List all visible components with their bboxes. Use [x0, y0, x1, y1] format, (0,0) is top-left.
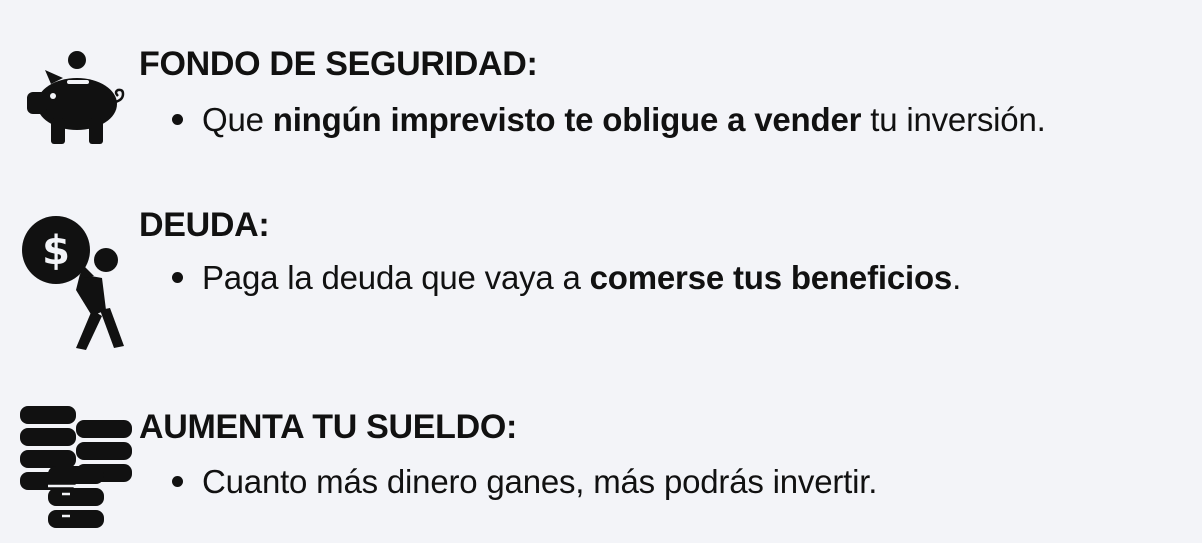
- piggy-bank-icon: [21, 48, 129, 148]
- person-carrying-debt-icon: [18, 198, 128, 353]
- bullet-bold-text: ningún imprevisto te obligue a vender: [272, 101, 862, 138]
- section-title: DEUDA:: [139, 206, 270, 244]
- bullet-item: [172, 258, 961, 298]
- bullet-text: Que: [202, 101, 273, 138]
- bullet-item: [172, 100, 1046, 140]
- section-title: AUMENTA TU SUELDO:: [139, 408, 518, 446]
- bullet-dot-icon: [172, 114, 183, 125]
- svg-text:$: $: [42, 228, 70, 274]
- bullet-dot-icon: [172, 272, 183, 283]
- section-aumenta-tu-sueldo: [0, 360, 1202, 543]
- bullet-text-end: .: [952, 259, 962, 296]
- bullet-text: Paga la deuda que vaya a: [202, 259, 590, 296]
- section-fondo-de-seguridad: [0, 0, 1202, 180]
- coin-stacks-icon: [18, 400, 136, 530]
- section-title: FONDO DE SEGURIDAD:: [139, 45, 538, 83]
- bullet-text-end: tu inversión.: [861, 101, 1046, 138]
- bullet-item: [172, 462, 877, 502]
- bullet-text: Cuanto más dinero ganes, más podrás invertir.: [202, 463, 878, 500]
- bullet-bold-text: comerse tus beneficios: [589, 259, 953, 296]
- section-deuda: [0, 180, 1202, 350]
- bullet-dot-icon: [172, 476, 183, 487]
